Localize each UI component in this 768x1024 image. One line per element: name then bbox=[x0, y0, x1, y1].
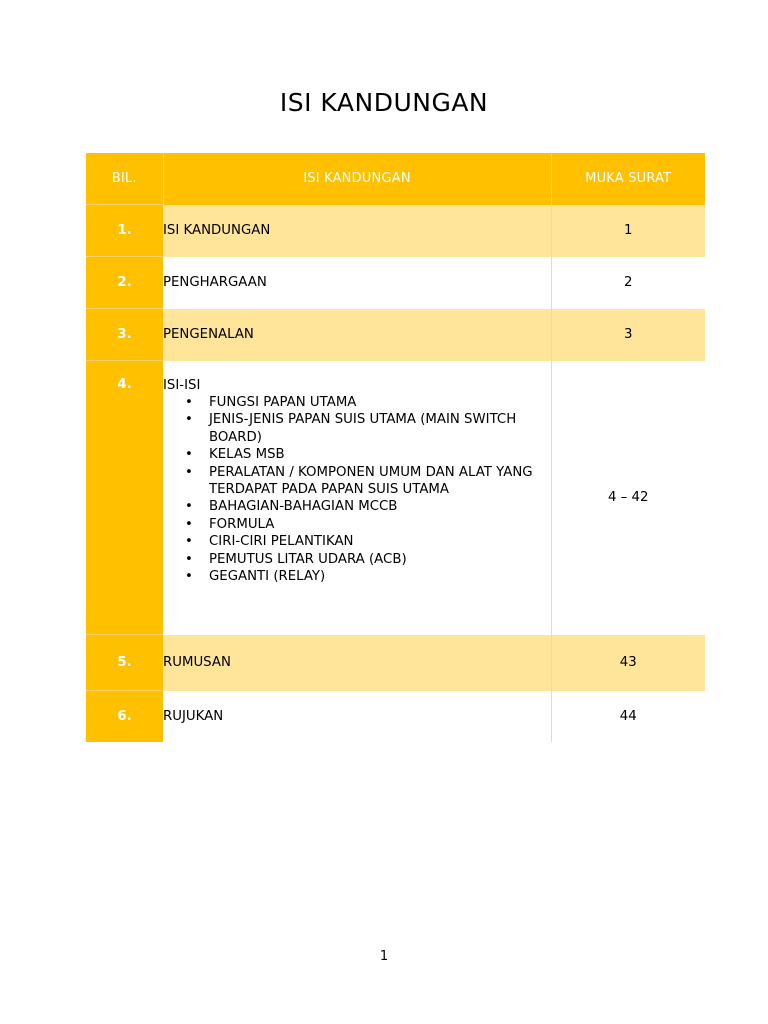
row-title: ISI KANDUNGAN bbox=[163, 205, 551, 257]
row-title: RUMUSAN bbox=[163, 635, 551, 691]
table-header-row bbox=[86, 153, 705, 205]
row-number: 5. bbox=[86, 635, 163, 691]
row-title: RUJUKAN bbox=[163, 691, 551, 743]
subitem-list bbox=[163, 394, 551, 585]
table-row bbox=[86, 635, 705, 691]
list-item: • PERALATAN / KOMPONEN UMUM DAN ALAT YANG TERDAPAT PADA PAPAN SUIS UTAMA bbox=[209, 464, 551, 499]
table-row bbox=[86, 361, 705, 635]
row-number: 2. bbox=[86, 257, 163, 309]
list-item: • CIRI-CIRI PELANTIKAN bbox=[209, 533, 551, 550]
list-item: • FORMULA bbox=[209, 516, 551, 533]
list-item: • KELAS MSB bbox=[209, 446, 551, 463]
row-title: PENGHARGAAN bbox=[163, 257, 551, 309]
row-number: 6. bbox=[86, 691, 163, 743]
header-muka-surat: MUKA SURAT bbox=[551, 153, 705, 205]
table-row bbox=[86, 257, 705, 309]
page-number: 1 bbox=[379, 949, 389, 964]
header-bil: BIL. bbox=[86, 153, 163, 205]
list-item: • BAHAGIAN-BAHAGIAN MCCB bbox=[209, 498, 551, 515]
page-title: ISI KANDUNGAN bbox=[279, 88, 489, 117]
table-row bbox=[86, 309, 705, 361]
row-page: 3 bbox=[551, 309, 705, 361]
row-page: 2 bbox=[551, 257, 705, 309]
row-page: 4 – 42 bbox=[551, 361, 705, 635]
contents-table bbox=[86, 153, 705, 742]
row-title: ISI-ISI bbox=[163, 377, 201, 393]
list-item: • FUNGSI PAPAN UTAMA bbox=[209, 394, 551, 411]
row-page: 44 bbox=[551, 691, 705, 743]
list-item: • JENIS-JENIS PAPAN SUIS UTAMA (MAIN SWITCH BOARD) bbox=[209, 411, 551, 446]
row-page: 1 bbox=[551, 205, 705, 257]
row-page: 43 bbox=[551, 635, 705, 691]
table-row bbox=[86, 205, 705, 257]
row-title-with-subitems bbox=[163, 361, 551, 635]
list-item: • PEMUTUS LITAR UDARA (ACB) bbox=[209, 551, 551, 568]
table-row bbox=[86, 691, 705, 743]
row-number: 1. bbox=[86, 205, 163, 257]
header-isi-kandungan: ISI KANDUNGAN bbox=[163, 153, 551, 205]
row-title: PENGENALAN bbox=[163, 309, 551, 361]
list-item: • GEGANTI (RELAY) bbox=[209, 568, 551, 585]
row-number: 4. bbox=[86, 361, 163, 635]
row-number: 3. bbox=[86, 309, 163, 361]
